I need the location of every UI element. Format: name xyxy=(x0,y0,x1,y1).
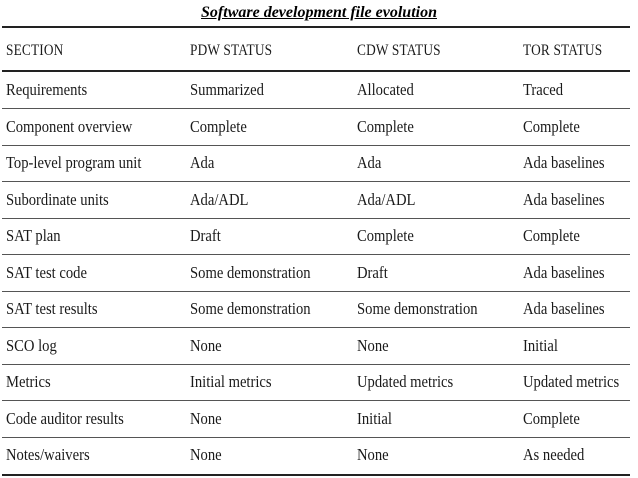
cell-section: SAT plan xyxy=(6,226,61,245)
column-header-section: SECTION xyxy=(6,42,64,59)
cell-tor-status: As needed xyxy=(523,445,585,464)
cell-pdw-status: Complete xyxy=(190,116,247,136)
cell-cdw-status: Initial xyxy=(357,408,392,428)
table-row xyxy=(0,291,638,327)
cell-cdw-status: Updated metrics xyxy=(357,372,454,391)
cell-pdw-status: Ada xyxy=(190,153,215,172)
cell-cdw-status: Ada/ADL xyxy=(357,189,416,209)
cell-cdw-status: None xyxy=(357,335,389,355)
cell-cdw-status: Ada xyxy=(357,153,382,172)
table-row xyxy=(0,328,638,364)
table-row xyxy=(0,218,638,254)
table-row xyxy=(0,72,638,108)
cell-section: SAT test code xyxy=(6,262,87,282)
cell-tor-status: Ada baselines xyxy=(523,262,605,282)
cell-tor-status: Ada baselines xyxy=(523,189,605,209)
cell-cdw-status: None xyxy=(357,445,389,464)
cell-pdw-status: Initial metrics xyxy=(190,372,272,391)
cell-section: Metrics xyxy=(6,372,51,391)
table-row xyxy=(0,255,638,291)
cell-tor-status: Traced xyxy=(523,80,564,99)
cell-cdw-status: Complete xyxy=(357,226,414,245)
cell-pdw-status: Some demonstration xyxy=(190,262,311,282)
cell-section: Component overview xyxy=(6,116,133,136)
cell-pdw-status: None xyxy=(190,335,222,355)
cell-tor-status: Initial xyxy=(523,335,558,355)
cell-cdw-status: Draft xyxy=(357,262,388,282)
cell-pdw-status: Draft xyxy=(190,226,221,245)
page-title: Software development file evolution xyxy=(201,4,437,21)
table-bottom-rule xyxy=(2,474,630,476)
table-row xyxy=(0,364,638,400)
cell-section: SAT test results xyxy=(6,299,98,318)
cell-pdw-status: None xyxy=(190,408,222,428)
cell-tor-status: Updated metrics xyxy=(523,372,620,391)
cell-tor-status: Complete xyxy=(523,116,580,136)
column-header-tor-status: TOR STATUS xyxy=(523,42,603,59)
table-row xyxy=(0,182,638,218)
cell-pdw-status: Summarized xyxy=(190,80,264,99)
column-header-pdw-status: PDW STATUS xyxy=(190,42,273,59)
cell-pdw-status: Ada/ADL xyxy=(190,189,249,209)
cell-section: SCO log xyxy=(6,335,57,355)
cell-section: Subordinate units xyxy=(6,189,109,209)
cell-tor-status: Ada baselines xyxy=(523,153,605,172)
cell-section: Requirements xyxy=(6,80,88,99)
column-header-cdw-status: CDW STATUS xyxy=(357,42,441,59)
table-row xyxy=(0,437,638,473)
cell-tor-status: Complete xyxy=(523,226,580,245)
cell-cdw-status: Some demonstration xyxy=(357,299,478,318)
cell-cdw-status: Allocated xyxy=(357,80,414,99)
cell-section: Top-level program unit xyxy=(6,153,142,172)
table-row xyxy=(0,401,638,437)
cell-pdw-status: None xyxy=(190,445,222,464)
table-row xyxy=(0,109,638,145)
cell-section: Code auditor results xyxy=(6,408,124,428)
cell-section: Notes/waivers xyxy=(6,445,90,464)
cell-pdw-status: Some demonstration xyxy=(190,299,311,318)
cell-tor-status: Ada baselines xyxy=(523,299,605,318)
table-header xyxy=(0,33,638,69)
table-row xyxy=(0,145,638,181)
table-top-rule xyxy=(2,26,630,28)
cell-tor-status: Complete xyxy=(523,408,580,428)
cell-cdw-status: Complete xyxy=(357,116,414,136)
